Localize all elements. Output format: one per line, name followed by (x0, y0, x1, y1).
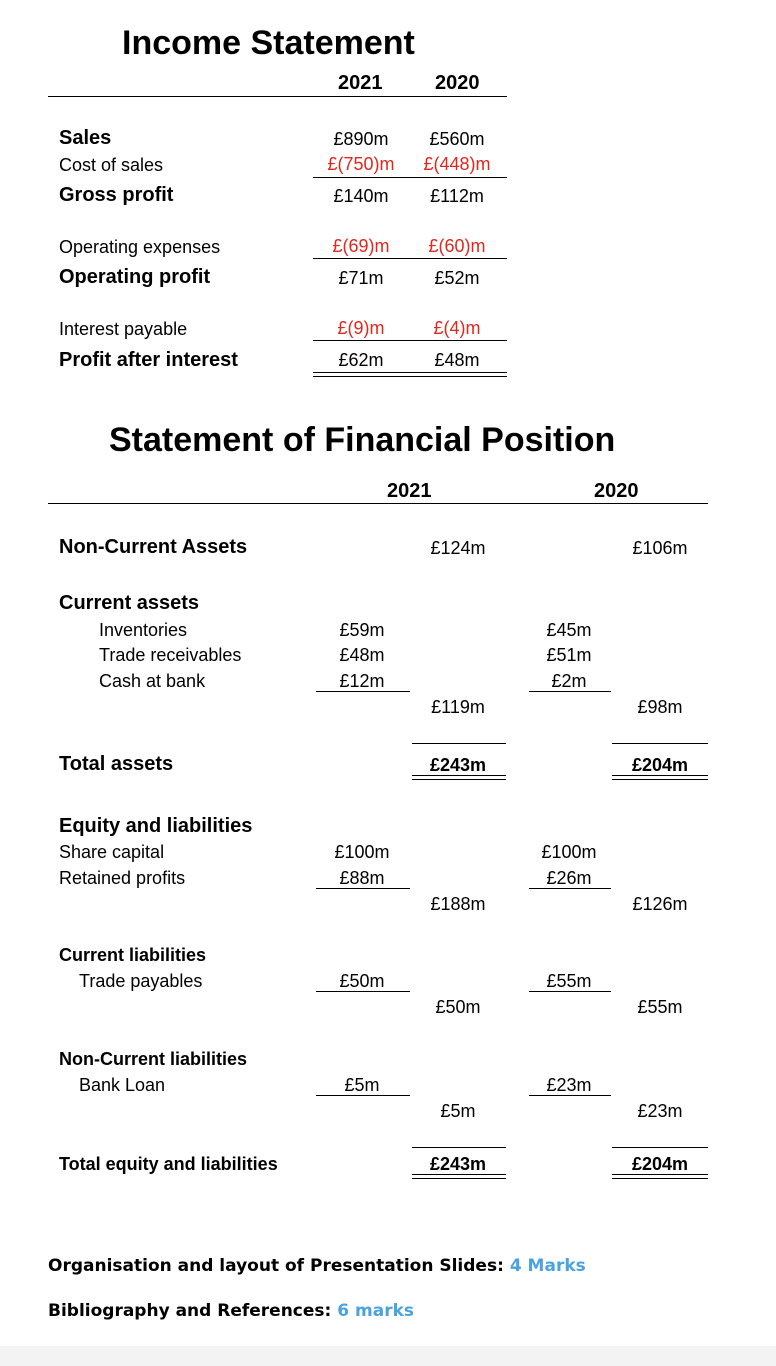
sales-2020: £560m (429, 129, 485, 149)
share-capital-2021: £100m (334, 842, 390, 862)
equity-rule-2020 (529, 888, 611, 889)
operating-expenses-2020: £(60)m (428, 236, 486, 256)
financial-position-title: Statement of Financial Position (109, 421, 616, 459)
non-current-assets-total-2021: £124m (430, 538, 486, 558)
row-label-sales: Sales (59, 127, 112, 149)
total-assets-double-rule-2020 (612, 775, 708, 780)
retained-profits-2020: £26m (546, 868, 592, 888)
total-assets-label: Total assets (59, 753, 174, 775)
trade-payables-2021: £50m (339, 971, 385, 991)
trade-receivables-2021: £48m (339, 645, 385, 665)
operating-profit-2020: £52m (434, 268, 480, 288)
total-assets-top-rule-2020 (612, 743, 708, 744)
current-assets-rule-2020 (529, 691, 611, 692)
equity-rule-2021 (316, 888, 410, 889)
total-equity-top-rule-2020 (612, 1147, 708, 1148)
total-equity-liabilities-2020: £204m (631, 1154, 689, 1174)
current-assets-rule-2021 (316, 691, 410, 692)
non-current-liabilities-total-2021: £5m (440, 1101, 476, 1121)
profit-after-interest-2020: £48m (434, 350, 480, 370)
current-assets-total-2020: £98m (637, 697, 683, 717)
inventories-label: Inventories (99, 620, 188, 640)
equity-total-2020: £126m (632, 894, 688, 914)
current-assets-total-2021: £119m (431, 697, 485, 717)
non-current-liabilities-label: Non-Current liabilities (59, 1049, 248, 1069)
sofp-year-2020: 2020 (594, 480, 639, 502)
sales-2021: £890m (333, 129, 389, 149)
bibliography-marks-label: Bibliography and References: (48, 1301, 332, 1321)
current-liabilities-total-2020: £55m (637, 997, 683, 1017)
current-assets-label: Current assets (59, 592, 200, 614)
share-capital-label: Share capital (59, 842, 165, 862)
row-label-interest-payable: Interest payable (59, 319, 188, 339)
total-assets-double-rule-2021 (412, 775, 506, 780)
equity-liabilities-label: Equity and liabilities (59, 815, 253, 837)
cash-at-bank-2021: £12m (339, 671, 385, 691)
sofp-year-2021: 2021 (387, 480, 432, 502)
income-statement-title: Income Statement (122, 24, 415, 62)
interest-payable-2021: £(9)m (337, 318, 385, 338)
current-liabilities-rule-2020 (529, 991, 611, 992)
retained-profits-label: Retained profits (59, 868, 186, 888)
presentation-marks-value: 4 Marks (509, 1256, 586, 1276)
cash-at-bank-label: Cash at bank (99, 671, 206, 691)
total-equity-double-rule-2020 (612, 1174, 708, 1179)
income-year-2020: 2020 (435, 72, 480, 94)
cost-of-sales-2021: £(750)m (327, 154, 395, 174)
total-assets-top-rule-2021 (412, 743, 506, 744)
cost-of-sales-2020: £(448)m (423, 154, 491, 174)
bank-loan-label: Bank Loan (79, 1075, 166, 1095)
non-current-assets-total-2020: £106m (632, 538, 688, 558)
non-current-liabilities-rule-2021 (316, 1095, 410, 1096)
bibliography-marks-line (48, 1301, 414, 1321)
row-label-cost-of-sales: Cost of sales (59, 155, 164, 175)
non-current-liabilities-rule-2020 (529, 1095, 611, 1096)
bibliography-marks-value: 6 marks (337, 1301, 415, 1321)
bank-loan-2021: £5m (344, 1075, 380, 1095)
operating-profit-2021: £71m (338, 268, 384, 288)
sofp-header-rule (48, 503, 708, 504)
total-assets-2021: £243m (429, 755, 487, 775)
row-label-profit-after-interest: Profit after interest (59, 349, 238, 371)
row-label-gross-profit: Gross profit (59, 184, 174, 206)
total-equity-double-rule-2021 (412, 1174, 506, 1179)
current-liabilities-total-2021: £50m (435, 997, 481, 1017)
trade-payables-label: Trade payables (79, 971, 203, 991)
retained-profits-2021: £88m (339, 868, 385, 888)
profit-after-interest-double-rule (313, 372, 507, 377)
bottom-band (0, 1346, 776, 1366)
trade-receivables-2020: £51m (546, 645, 592, 665)
presentation-marks-line (48, 1256, 586, 1276)
profit-after-interest-2021: £62m (338, 350, 384, 370)
gross-profit-2021: £140m (333, 186, 389, 206)
operating-expenses-2021: £(69)m (332, 236, 390, 256)
current-liabilities-label: Current liabilities (59, 945, 207, 965)
interest-payable-2020: £(4)m (433, 318, 481, 338)
income-header-rule (48, 96, 507, 97)
row-label-operating-expenses: Operating expenses (59, 237, 221, 257)
non-current-liabilities-total-2020: £23m (637, 1101, 683, 1121)
bank-loan-2020: £23m (546, 1075, 592, 1095)
share-capital-2020: £100m (541, 842, 597, 862)
equity-total-2021: £188m (430, 894, 486, 914)
trade-payables-2020: £55m (546, 971, 592, 991)
trade-receivables-label: Trade receivables (99, 645, 242, 665)
total-equity-liabilities-label: Total equity and liabilities (59, 1154, 278, 1174)
cash-at-bank-2020: £2m (551, 671, 587, 691)
operating-expenses-rule (313, 258, 507, 259)
total-assets-2020: £204m (631, 755, 689, 775)
interest-payable-rule (313, 340, 507, 341)
row-label-operating-profit: Operating profit (59, 266, 211, 288)
inventories-2021: £59m (339, 620, 385, 640)
gross-profit-2020: £112m (430, 186, 484, 206)
total-equity-liabilities-2021: £243m (429, 1154, 487, 1174)
presentation-marks-label: Organisation and layout of Presentation Slides: (48, 1256, 504, 1276)
income-year-2021: 2021 (338, 72, 383, 94)
current-liabilities-rule-2021 (316, 991, 410, 992)
inventories-2020: £45m (546, 620, 592, 640)
non-current-assets-label: Non-Current Assets (59, 536, 248, 558)
total-equity-top-rule-2021 (412, 1147, 506, 1148)
cost-of-sales-rule (313, 177, 507, 178)
